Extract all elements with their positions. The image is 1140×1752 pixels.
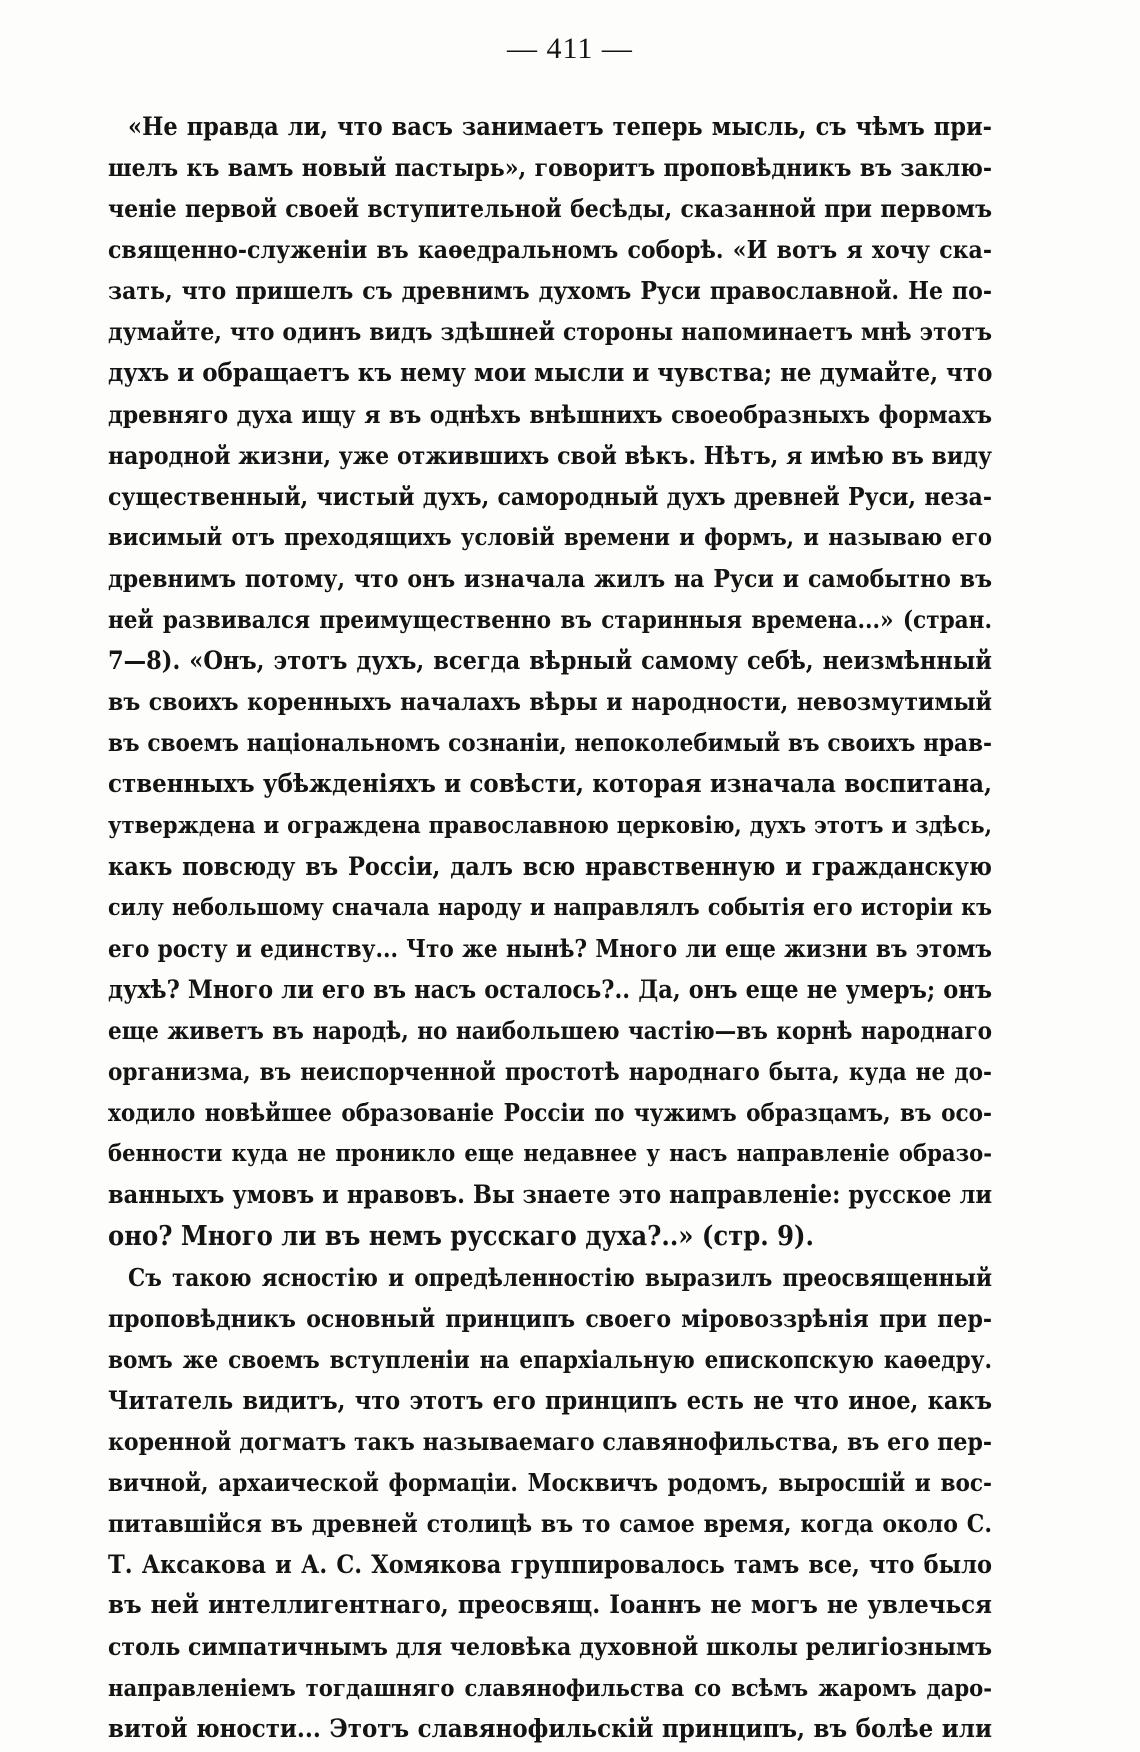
text-line: питавшійся въ древней столицѣ въ то самое время, когда около С. (108, 1509, 992, 1539)
text-line: въ своемъ національномъ сознаніи, непоколебимый въ своихъ нрав- (108, 728, 992, 758)
text-line: народной жизни, уже отжившихъ свой вѣкъ. Нѣтъ, я имѣю въ виду (108, 440, 992, 470)
text-line: ходило новѣйшее образованіе Россіи по чужимъ образцамъ, въ осо- (108, 1098, 992, 1128)
body-text (108, 106, 992, 1750)
text-line: «Не правда ли, что васъ занимаетъ теперь мысль, съ чѣмъ при- (128, 112, 992, 141)
text-line: въ ней интеллигентнаго, преосвящ. Іоаннъ не могъ не увлечься (108, 1590, 992, 1621)
text-line: древняго духа ищу я въ однѣхъ внѣшнихъ своеобразныхъ формахъ (108, 399, 992, 429)
text-line: ней развивался преимущественно въ старинныя времена...» (стран. (108, 605, 992, 635)
text-line: столь симпатичнымъ для человѣка духовной школы религіознымъ (108, 1632, 992, 1662)
text-line: силу небольшому сначала народу и направлялъ событія его исторіи къ (108, 893, 992, 921)
text-line: Съ такою ясностію и опредѣленностію выразилъ преосвященный (128, 1262, 992, 1292)
text-line: коренной догматъ такъ называемаго славянофильства, въ его пер- (108, 1427, 992, 1456)
text-line: еще живетъ въ народѣ, но наибольшею частію—въ корнѣ народнаго (108, 1016, 992, 1046)
text-line: думайте, что одинъ видъ здѣшней стороны напоминаетъ мнѣ этотъ (108, 317, 992, 347)
text-line: священно-служеніи въ каѳедральномъ соборѣ. «И вотъ я хочу ска- (108, 235, 992, 265)
text-line: зать, что пришелъ съ древнимъ духомъ Руси православной. Не по- (108, 276, 992, 306)
text-line: шелъ къ вамъ новый пастырь», говоритъ проповѣдникъ въ заклю- (108, 153, 992, 183)
text-line: ченіе первой своей вступительной бесѣды, сказанной при первомъ (108, 194, 992, 224)
text-line: вомъ же своемъ вступленіи на епархіальную епископскую каѳедру. (108, 1344, 992, 1374)
text-line: какъ повсюду въ Россіи, далъ всю нравственную и гражданскую (108, 851, 992, 881)
text-line: въ своихъ коренныхъ началахъ вѣры и народности, невозмутимый (108, 687, 992, 717)
text-line: витой юности... Этотъ славянофильскій принципъ, въ болѣе или (108, 1713, 992, 1744)
text-line: духъ и обращаетъ къ нему мои мысли и чувства; не думайте, что (108, 357, 992, 388)
text-line: ванныхъ умовъ и нравовъ. Вы знаете это направленіе: русское ли (108, 1180, 992, 1210)
text-line: организма, въ неиспорченной простотѣ народнаго быта, куда не до- (108, 1057, 992, 1087)
text-line: направленіемъ тогдашняго славянофильства со всѣмъ жаромъ даро- (108, 1673, 992, 1702)
text-line: древнимъ потому, что онъ изначала жилъ на Руси и самобытно въ (108, 564, 992, 594)
text-line: висимый отъ преходящихъ условій времени и формъ, и называю его (108, 522, 992, 551)
text-line: вичной, архаической формаціи. Москвичъ родомъ, выросшій и вос- (108, 1468, 992, 1498)
text-line: 7—8). «Онъ, этотъ духъ, всегда вѣрный самому себѣ, неизмѣнный (108, 646, 992, 676)
text-line: бенности куда не проникло еще недавнее у насъ направленіе образо- (108, 1139, 992, 1168)
text-line: утверждена и ограждена православною церковію, духъ этотъ и здѣсь, (108, 810, 992, 839)
text-line: Читатель видитъ, что этотъ его принципъ есть не что иное, какъ (108, 1385, 992, 1415)
text-line: ственныхъ убѣжденіяхъ и совѣсти, которая изначала воспитана, (108, 768, 992, 799)
text-line: его росту и единству... Что же нынѣ? Много ли еще жизни въ этомъ (108, 933, 992, 963)
text-line: оно? Много ли въ немъ русскаго духа?..» (стр. 9). (108, 1220, 815, 1252)
text-line: существенный, чистый духъ, самородный духъ древней Руси, неза- (108, 481, 992, 511)
text-line: Т. Аксакова и А. С. Хомякова группировалось тамъ все, что было (108, 1550, 992, 1580)
text-line: проповѣдникъ основный принципъ своего міровоззрѣнія при пер- (108, 1303, 992, 1333)
page-number: — 411 — (507, 32, 633, 65)
text-line: духѣ? Много ли его въ насъ осталось?.. Да, онъ еще не умеръ; онъ (108, 974, 992, 1004)
